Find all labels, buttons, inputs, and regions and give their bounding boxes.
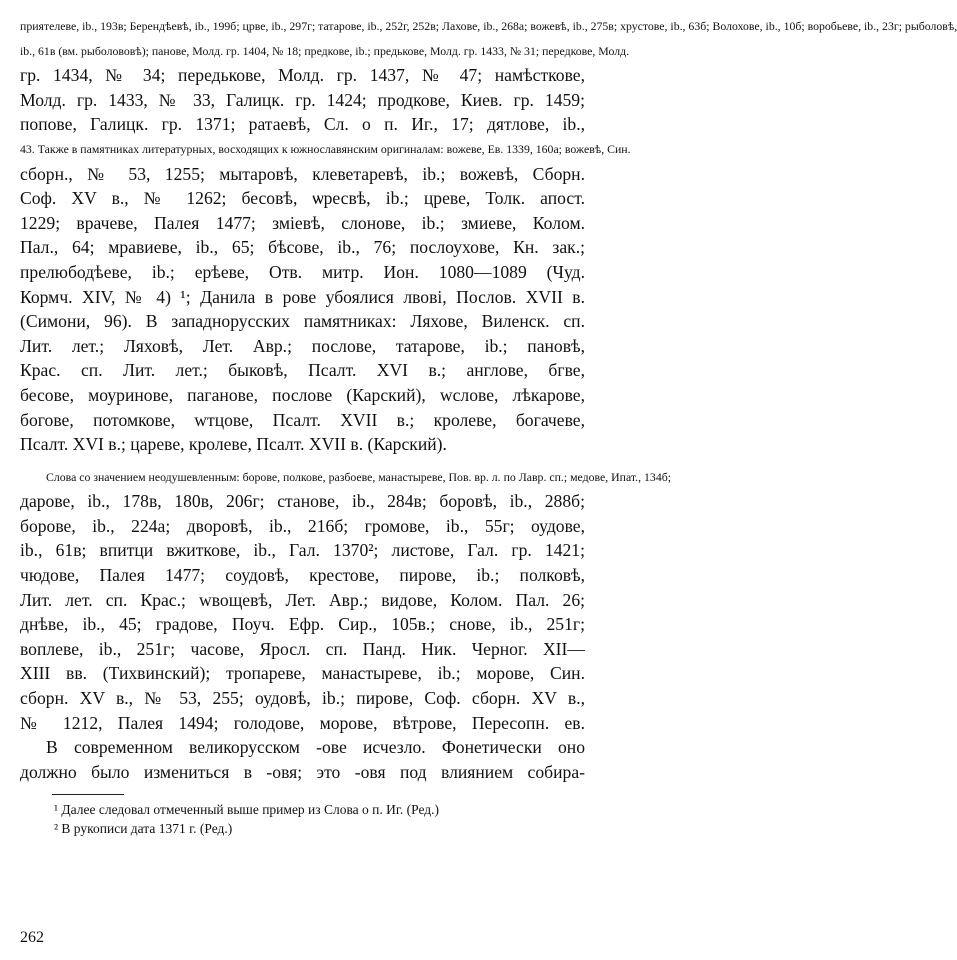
footnote-1: ¹ Далее следовал отмеченный выше пример из Слова о п. Иг. (Ред.) — [54, 802, 440, 818]
text-line: днѣве, ib., 45; градове, Поуч. Ефр. Сир., 105в.; снове, ib., 251г; — [20, 614, 585, 635]
paragraph-3 — [20, 735, 585, 784]
page-number: 262 — [20, 929, 44, 946]
text-line: XIII вв. (Тихвинский); тропареве, манастыреве, ib.; морове, Син. — [20, 663, 585, 684]
text-line: Слова со значением неодушевленным: борове, полкове, разбоеве, манастыреве, Пов. вр. л. по Лавр. сп.; медове, Ипат., 134б; — [46, 469, 672, 484]
text-line: Лит. лет.; Ляховѣ, Лет. Авр.; послове, татарове, ib.; пановѣ, — [20, 335, 585, 356]
text-line: приятелеве, ib., 193в; Берендѣевѣ, ib., 199б; црве, ib., 297г; татарове, ib., 252г, 252в; Лахове, ib., 268а; вожевѣ, ib., 275в; хрустове, ib., 63б; Волохове, ib., 10б; воробьеве, ib., 23г; рыболовѣ, — [20, 19, 957, 33]
text-line: (Симони, 96). В западнорусских памятниках: Ляхове, Виленск. сп. — [20, 311, 585, 332]
text-line: сборн., № 53, 1255; мытаровѣ, клеветаревѣ, ib.; вожевѣ, Сборн. — [20, 163, 585, 184]
text-line: Кормч. XIV, № 4) ¹; Данила в рове убоялися лвові, Послов. XVII в. — [20, 286, 585, 307]
paragraph-2 — [20, 465, 672, 736]
text-line: 43. Также в памятниках литературных, восходящих к южнославянским оригиналам: вожеве, Ев. 1339, 160а; вожевѣ, Син. — [20, 141, 631, 156]
text-line: богове, потомкове, wтцове, Псалт. XVII в.; кролеве, богачеве, — [20, 409, 585, 430]
text-line: воплеве, ib., 251г; часове, Яросл. сп. Панд. Ник. Черног. XII— — [20, 638, 585, 659]
text-line: 1229; врачеве, Палея 1477; зміевѣ, слонове, ib.; змиеве, Колом. — [20, 212, 585, 233]
text-line: ib., 61в (вм. рыболововѣ); панове, Молд. гр. 1404, № 18; предкове, ib.; предькове, Молд. гр. 1433, № 31; передкове, Молд. — [20, 43, 630, 58]
text-line: Молд. гр. 1433, № 33, Галицк. гр. 1424; продкове, Киев. гр. 1459; — [20, 89, 585, 110]
text-line: прелюбодѣеве, ib.; ерѣеве, Отв. митр. Ион. 1080—1089 (Чуд. — [20, 261, 585, 282]
text-line: должно было измениться в -овя; это -овя под влиянием собира- — [20, 761, 585, 782]
paragraph-1 — [20, 14, 957, 457]
text-line: гр. 1434, № 34; передькове, Молд. гр. 1437, № 47; намѣсткове, — [20, 65, 585, 86]
page-text — [20, 14, 957, 838]
text-line: В современном великорусском -ове исчезло. Фонетически оно — [46, 737, 585, 758]
footnote-2: ² В рукописи дата 1371 г. (Ред.) — [54, 821, 233, 837]
text-line: Пал., 64; мравиеве, ib., 65; бѣсове, ib., 76; послоухове, Кн. зак.; — [20, 237, 585, 258]
text-line: бесове, моуринове, паганове, послове (Карский), wслове, лѣкарове, — [20, 384, 585, 405]
text-line: Лит. лет. сп. Крас.; wвощевѣ, Лет. Авр.; видове, Колом. Пал. 26; — [20, 589, 585, 610]
text-line: борове, ib., 224а; дворовѣ, ib., 216б; громове, ib., 55г; оудове, — [20, 515, 585, 536]
text-line: Соф. XV в., № 1262; бесовѣ, ѡресвѣ, ib.; цреве, Толк. апост. — [20, 188, 585, 209]
text-line: Крас. сп. Лит. лет.; быковѣ, Псалт. XVI в.; англове, бгве, — [20, 360, 585, 381]
footnote-rule — [52, 794, 124, 795]
text-line: дарове, ib., 178в, 180в, 206г; станове, ib., 284в; боровѣ, ib., 288б; — [20, 491, 585, 512]
text-line: ib., 61в; впитци вжиткове, ib., Гал. 1370²; листове, Гал. гр. 1421; — [20, 540, 585, 561]
text-line: сборн. XV в., № 53, 255; оудовѣ, ib.; пирове, Соф. сборн. XV в., — [20, 688, 585, 709]
text-line: чюдове, Палея 1477; соудовѣ, крестове, пирове, ib.; полковѣ, — [20, 565, 585, 586]
text-line: № 1212, Палея 1494; голодове, морове, вѣтрове, Пересопн. ев. — [20, 712, 585, 733]
text-line: попове, Галицк. гр. 1371; ратаевѣ, Сл. о п. Иг., 17; дятлове, ib., — [20, 114, 585, 135]
text-line: Псалт. XVI в.; цареве, кролеве, Псалт. XVII в. (Карский). — [20, 434, 447, 455]
